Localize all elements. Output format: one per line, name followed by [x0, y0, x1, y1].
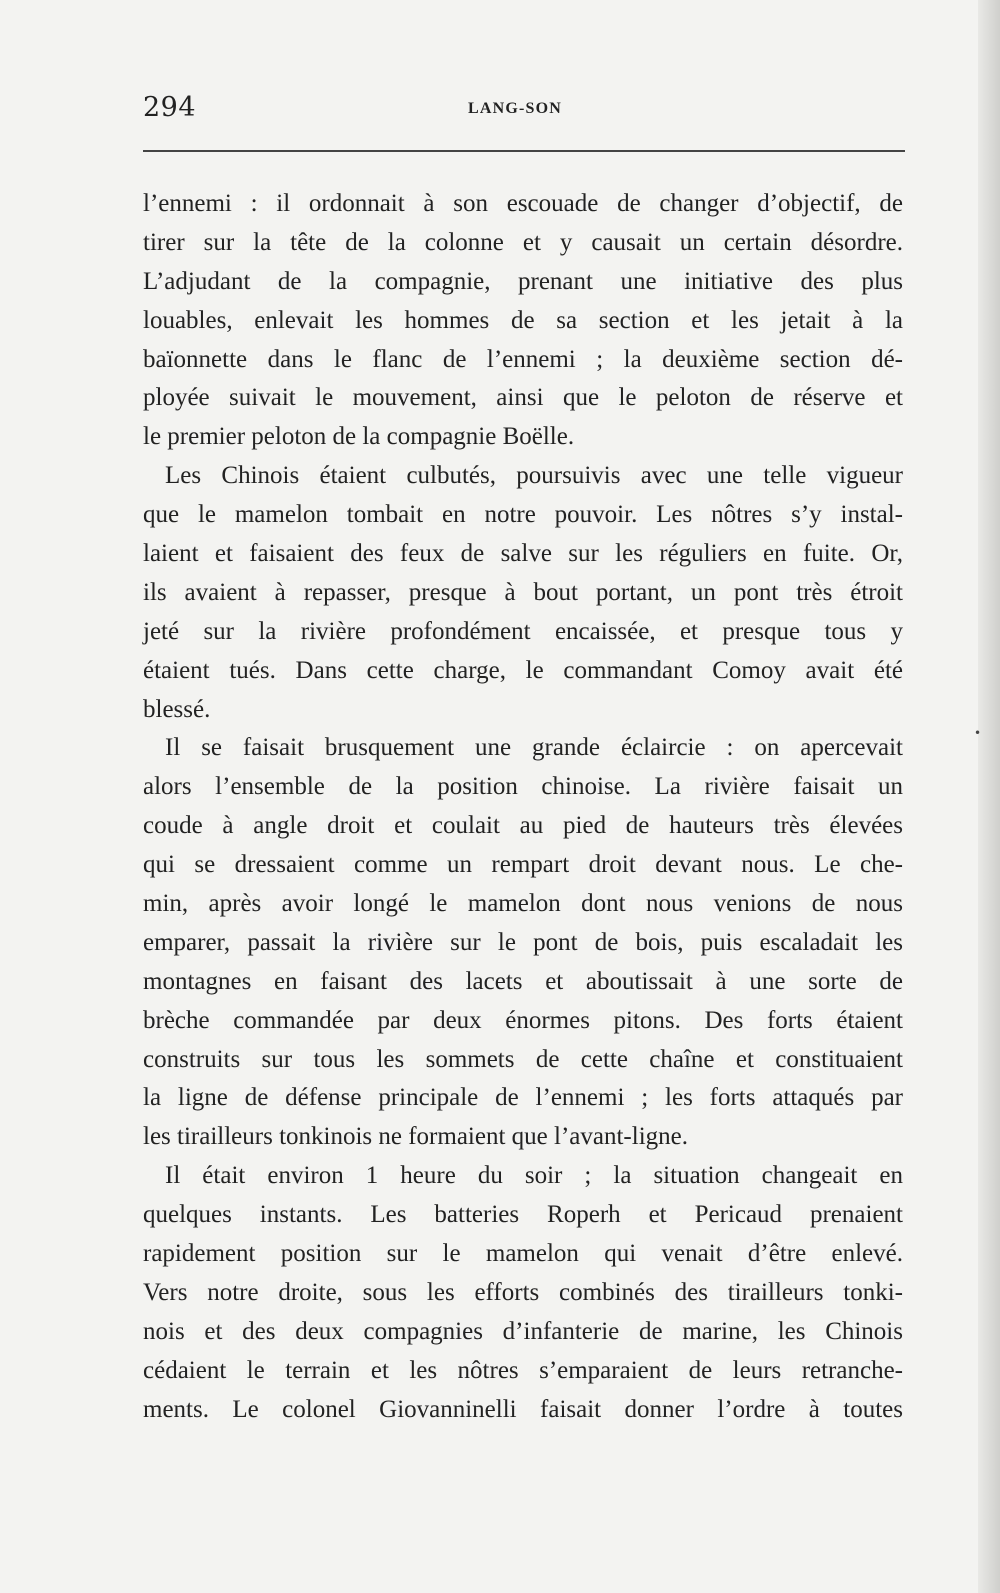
- text-line: ments. Le colonel Giovanninelli faisait donner l’ordre à toutes: [143, 1395, 903, 1423]
- margin-mark: •: [974, 726, 982, 740]
- body-text: [143, 185, 903, 1430]
- text-line: ils avaient à repasser, presque à bout portant, un pont très étroit: [143, 578, 903, 606]
- text-line: l’ennemi : il ordonnait à son escouade de changer d’objectif, de: [143, 190, 903, 217]
- text-line: qui se dressaient comme un rempart droit devant nous. Le che-: [143, 851, 903, 879]
- text-line: Il se faisait brusquement une grande éclaircie : on apercevait: [165, 734, 903, 762]
- text-line: jeté sur la rivière profondément encaissée, et presque tous y: [143, 617, 903, 645]
- text-line: laient et faisaient des feux de salve sur les réguliers en fuite. Or,: [143, 540, 903, 568]
- text-line: coude à angle droit et coulait au pied de hauteurs très élevées: [143, 812, 903, 840]
- text-line: louables, enlevait les hommes de sa section et les jetait à la: [143, 306, 903, 334]
- text-line: cédaient le terrain et les nôtres s’emparaient de leurs retranche-: [143, 1356, 903, 1384]
- running-head: LANG-SON: [468, 100, 563, 117]
- header-rule: [143, 150, 905, 152]
- text-line: construits sur tous les sommets de cette chaîne et constituaient: [143, 1045, 903, 1073]
- text-line: Vers notre droite, sous les efforts combinés des tirailleurs tonki-: [143, 1278, 903, 1306]
- text-line: tirer sur la tête de la colonne et y causait un certain désordre.: [143, 228, 903, 256]
- text-line: ployée suivait le mouvement, ainsi que le peloton de réserve et: [143, 384, 903, 412]
- text-line: la ligne de défense principale de l’ennemi ; les forts attaqués par: [143, 1084, 903, 1112]
- text-line: baïonnette dans le flanc de l’ennemi ; la deuxième section dé-: [143, 345, 903, 373]
- page-number: 294: [143, 92, 197, 123]
- text-line: quelques instants. Les batteries Roperh et Pericaud prenaient: [143, 1201, 903, 1229]
- text-line: étaient tués. Dans cette charge, le commandant Comoy avait été: [143, 656, 903, 684]
- text-line: nois et des deux compagnies d’infanterie de marine, les Chinois: [143, 1317, 903, 1345]
- text-line: les tirailleurs tonkinois ne formaient que l’avant-ligne.: [143, 1123, 688, 1151]
- text-line: Les Chinois étaient culbutés, poursuivis avec une telle vigueur: [165, 462, 903, 490]
- page-gutter-shadow: [978, 0, 1000, 1593]
- text-line: que le mamelon tombait en notre pouvoir. Les nôtres s’y instal-: [143, 501, 903, 529]
- text-line: brèche commandée par deux énormes pitons. Des forts étaient: [143, 1006, 903, 1034]
- text-line: L’adjudant de la compagnie, prenant une initiative des plus: [143, 267, 903, 295]
- text-line: le premier peloton de la compagnie Boëlle.: [143, 423, 575, 451]
- text-line: blessé.: [143, 695, 211, 723]
- text-line: montagnes en faisant des lacets et aboutissait à une sorte de: [143, 967, 903, 995]
- page-header: [143, 92, 903, 132]
- text-line: Il était environ 1 heure du soir ; la situation changeait en: [165, 1162, 903, 1190]
- text-line: rapidement position sur le mamelon qui venait d’être enlevé.: [143, 1240, 903, 1268]
- text-line: min, après avoir longé le mamelon dont nous venions de nous: [143, 890, 903, 918]
- text-line: alors l’ensemble de la position chinoise. La rivière faisait un: [143, 773, 903, 801]
- text-line: emparer, passait la rivière sur le pont de bois, puis escaladait les: [143, 928, 903, 956]
